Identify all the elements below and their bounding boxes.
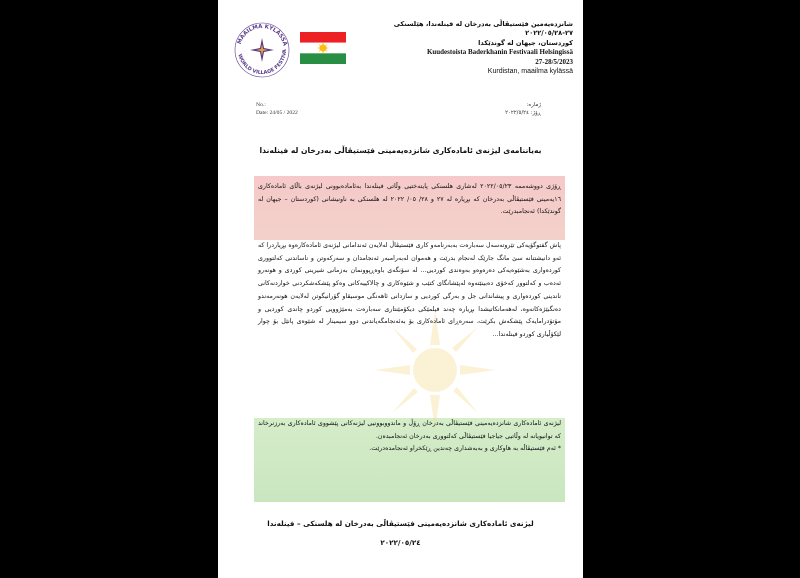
kurdistan-flag-icon [300,32,346,64]
signature-date: ٢٠٢٢/٠٥/٢٤ [380,538,421,547]
svg-text:MAAILMA KYLÄSSÄ: MAAILMA KYLÄSSÄ [236,23,288,47]
paragraph-2: پاش گفتوگۆیەکی تێروتەسەل سەبارەت بەبەرنامەو کاری فێستیڤاڵ لەلایەن ئەندامانی لیژنەی ئامادەکارەوە بڕیاردرا کە ئەو دانیشتنانە سێ مانگ جارێک لەنجام بدرێت و هەموان لەبەرامبەر ئەنجامدان و سەرکەوتن و ناساندنی کەلتووری کوردەواری بەشێوەیەکی دەرەوەو بەوەندی کوردیی... لە سۆنگەی باوەڕپوونمان بەزمانی شیرینی کوردی و هونەرو ئەدەب و کەلتوور کەخۆی دەبینێتەوە لەپێشانگای کتێب و شێوەکاری و چالاکییەکانی وەکو پێشکەشکردنی خواردنەکانی ناندینی کوردەواری و پیشاندانی جل و بەرگی کوردیی و سازدانی ئاهەنگی موسیقاو گۆرانیگوتن لەلایەن هونەرمەندو دەنگبێژەکانەوە، لەهەمانکاتیشدا بڕیارە چەند فیلمێکی دیکۆمێنتاری سەبارەت بەمێژوویی کوردو چاندی کوردیی و مۆتۆدرامایەک پێشکەش بکرێت، سەرەڕای ئامادەکاری بۆ بەئەنجامگەیاندنی دوو سیمینار لە شێوەی پانێل بۆ چوار لێکۆڵیاری کوردو فینلەندا... [258,242,561,338]
festival-logo [232,20,292,80]
letterhead-dates: 27-28/5/2023 [535,57,573,66]
letterhead-subtitle: Kurdistan, maailma kylässä [487,68,573,76]
signature-committee: لیژنەی ئامادەکاری شانزدەیەمینی فێستیڤاڵی بەدرخان لە هلسنکی – فینلەندا [267,519,534,528]
document-page [218,0,583,578]
svg-text:WORLD VILLAGE FESTIVAL: WORLD VILLAGE FESTIVA [236,49,289,77]
document-title: بەیاننامەی لیژنەی ئامادەکاری شانزدەیەمینی فێستیڤاڵی بەدرخان لە فینلەندا [259,146,542,155]
statement-body [258,181,561,456]
reference-date: ڕۆژ: ٢٠٢٢/٥/٢٤ [505,110,541,116]
letterhead-finnish-line: Kuudestoista Baderkhanin Festivaali Helsingissä [426,48,573,57]
paragraph-4-note: * ئەم فێستیڤاڵە بە هاوکاری و بەبەشداری چەندین ڕێکخراو ئەنجامدەدرێت. [369,445,561,453]
number-label: No.: [256,102,266,108]
paragraph-3: لیژنەی ئامادەکاری شانزدەیەمینی فێستیڤاڵی بەدرخان ڕۆڵ و ماندووبوونیی لیژنەکانی پێشووی ئامادەکاری بەرزنرخاند کە توانیویانە لە وڵاتیی جیاجیا فێستیڤاڵی کەلتووری بەدرخان ئەنجامبدەن. [258,420,561,440]
reference-label: ژمارە: [526,102,541,108]
letterhead-kurdish-line-2: کوردستان، جیهان لە گوندێکدا [478,38,573,47]
letterhead [353,20,573,76]
reference-block-left [256,101,298,117]
paragraph-1: ڕۆژی دووشەممە ٢٠٢٢/٠٥/٢٣ لەشاری هلسنکی پایتەختیی وڵاتی فینلەندا بەئامادەبوونی لیژنەی باڵای ئامادەکاری ١٦یەمینی فێستیڤاڵی بەدرخان کە بڕیارە لە ٢٧ و ٢٨/ ٠٥/ ٢٠٢٢ لە هلسنکی بە ناونیشانی (کوردستان – جیهان لە گوندێکدا) ئەنجامبدرێت. [258,183,562,216]
reference-block-right [505,101,541,117]
date-label: Date: 24/05 / 2022 [256,110,298,116]
letterhead-kurdish-line-1: شانزدەیەمین فێستیڤاڵی بەدرخان لە فینلەندا، هێلسنکی ٢٧-٢٠٢٢/٠٥/٢٨ [393,20,573,38]
